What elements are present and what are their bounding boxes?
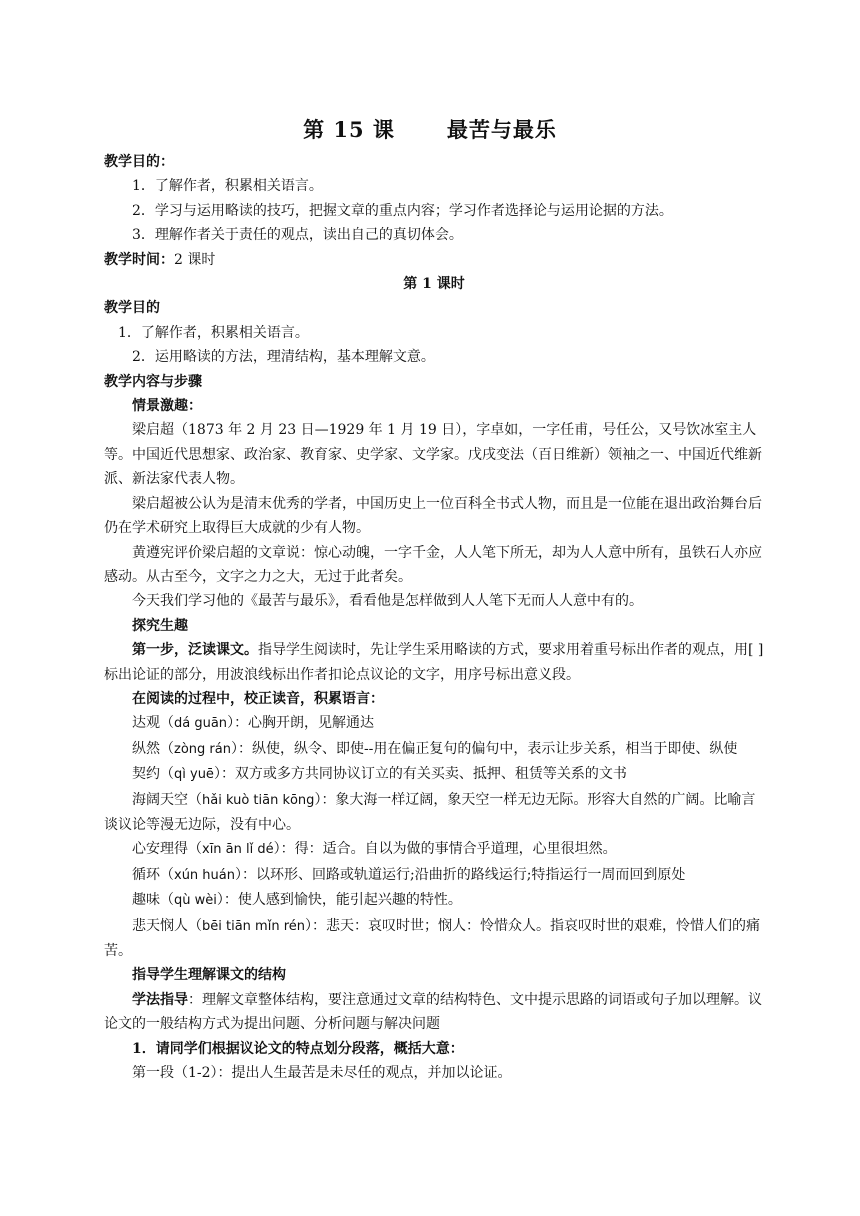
intro-paragraph: 梁启超被公认为是清末优秀的学者，中国历史上一位百科全书式人物，而且是一位能在退出政治舞台后仍在学术研究上取得巨大成就的少有人物。 [104,495,762,537]
goal-item: 3．理解作者关于责任的观点，读出自己的真切体会。 [132,227,463,244]
lesson-name: 最苦与最乐 [446,117,557,142]
intro-paragraph: 黄遵宪评价梁启超的文章说：惊心动魄，一字千金，人人笔下所无，却为人人意中所有，虽铁石人亦应感动。从古至今，文字之力之大，无过于此者矣。 [104,544,762,585]
explore-heading: 探究生趣 [132,617,188,634]
document-body [104,150,764,1085]
vocab-item: 契约（qì yuē）：双方或多方共同协议订立的有关买卖、抵押、租赁等关系的文书 [132,766,627,783]
vocab-definition: ：纵使，纵令、即使--用在偏正复句的偏句中，表示让步关系，相当于即使、纵使 [237,740,738,757]
vocab-definition: ：悲天：哀叹时世；悯人：怜惜众人。指哀叹时世的艰难，怜惜人们的痛苦。 [104,917,760,959]
goal-item: 2．学习与运用略读的技巧，把握文章的重点内容；学习作者选择论与运用论据的方法。 [132,202,673,219]
vocab-definition: ：双方或多方共同协议订立的有关买卖、抵押、租赁等关系的文书 [220,766,627,783]
method-paragraph [104,988,764,1037]
intro-heading: 情景激趣： [132,398,202,415]
vocab-definition: ：以环形、回路或轨道运行;沿曲折的路线运行;特指运行一周而回到原处 [242,866,686,883]
vocab-list [104,711,764,963]
vocab-word: 循环 [132,866,160,883]
step1-text: 指导学生阅读时，先让学生采用略读的方式，要求用着重号标出作者的观点，用[ ]标出论证的部分，用波浪线标出作者扣论点议论的文字，用序号标出意义段。 [104,642,764,683]
vocab-definition: ：得：适合。自以为做的事情合乎道理，心里很坦然。 [280,841,617,858]
vocab-word: 契约 [132,766,160,783]
vocab-word: 海阔天空 [132,791,188,808]
session-goal-item: 1．了解作者，积累相关语言。 [118,324,309,341]
vocab-word: 悲天悯人 [132,917,188,934]
vocab-definition: ：使人感到愉快，能引起兴趣的特性。 [223,892,462,909]
vocab-word: 趣味 [132,892,160,909]
goals-heading: 教学目的： [104,154,174,170]
method-text: ：理解文章整体结构，要注意通过文章的结构特色、文中提示思路的词语或句子加以理解。议论文的一般结构方式为提出问题、分析问题与解决问题 [104,991,762,1033]
vocab-item: 纵然（zòng rán）：纵使，纵令、即使--用在偏正复句的偏句中，表示让步关系，相当于即使、纵使 [132,740,738,757]
vocab-pinyin: qì yuē [174,767,214,783]
time-value: 2 课时 [174,251,216,268]
vocab-word: 心安理得 [132,841,188,858]
vocab-definition: ：象大海一样辽阔，象天空一样无边无际。形容大自然的广阔。比喻言谈议论等漫无边际，没有中心。 [104,791,756,833]
page-title [0,114,860,144]
vocab-item: 趣味（qù wèi）：使人感到愉快，能引起兴趣的特性。 [132,892,462,909]
vocab-pinyin: bēi tiān mǐn rén [202,918,305,934]
vocab-pinyin: qù wèi [174,893,217,909]
vocab-word: 达观 [132,715,160,732]
vocab-item: 达观（dá guān）：心胸开朗，见解通达 [132,715,375,732]
structure-heading: 指导学生理解课文的结构 [132,967,286,984]
vocab-pinyin: xīn ān lǐ dé [202,842,274,858]
vocab-word: 纵然 [132,740,160,757]
vocab-item: 循环（xún huán）：以环形、回路或轨道运行;沿曲折的路线运行;特指运行一周而回到原处 [132,866,686,883]
vocab-definition: ：心胸开朗，见解通达 [234,715,375,732]
vocab-item: 悲天悯人（bēi tiān mǐn rén）：悲天：哀叹时世；悯人：怜惜众人。指哀叹时世的艰难，怜惜人们的痛苦。 [104,917,760,959]
goal-item: 1．了解作者，积累相关语言。 [132,178,323,195]
question-1: 1．请同学们根据议论文的特点划分段落，概括大意： [132,1040,464,1057]
session-title: 第 1 课时 [403,276,465,293]
intro-paragraph: 今天我们学习他的《最苦与最乐》，看看他是怎样做到人人笔下无而人人意中有的。 [132,593,643,610]
step1-paragraph [104,638,764,687]
teaching-time [104,248,764,272]
vocab-pinyin: hǎi kuò tiān kōng [202,792,315,808]
vocab-item: 海阔天空（hǎi kuò tiān kōng）：象大海一样辽阔，象天空一样无边无际。形容大自然的广阔。比喻言谈议论等漫无边际，没有中心。 [104,791,756,833]
vocab-pinyin: xún huán [174,867,235,883]
vocab-item: 心安理得（xīn ān lǐ dé）：得：适合。自以为做的事情合乎道理，心里很坦然。 [132,841,617,858]
vocab-pinyin: dá guān [174,716,228,732]
time-heading: 教学时间： [104,251,174,268]
lesson-number: 第 15 课 [303,117,395,142]
method-label: 学法指导 [132,991,188,1008]
session-goal-item: 2．运用略读的方法，理清结构，基本理解文意。 [132,349,435,366]
segment-1: 第一段（1-2）：提出人生最苦是未尽任的观点，并加以论证。 [132,1065,512,1082]
vocab-pinyin: zòng rán [174,741,231,757]
content-heading: 教学内容与步骤 [104,373,202,390]
intro-paragraph: 梁启超（1873 年 2 月 23 日—1929 年 1 月 19 日），字卓如，一字任甫，号任公，又号饮冰室主人等。中国近代思想家、政治家、教育家、史学家、文学家。戊戌变法（百日维新）领袖之一、中国近代维新派、新法家代表人物。 [104,422,762,488]
session-goals-heading: 教学目的 [104,300,160,317]
vocab-heading: 在阅读的过程中，校正读音，积累语言： [132,690,384,707]
step1-label: 第一步，泛读课文。 [132,642,258,659]
